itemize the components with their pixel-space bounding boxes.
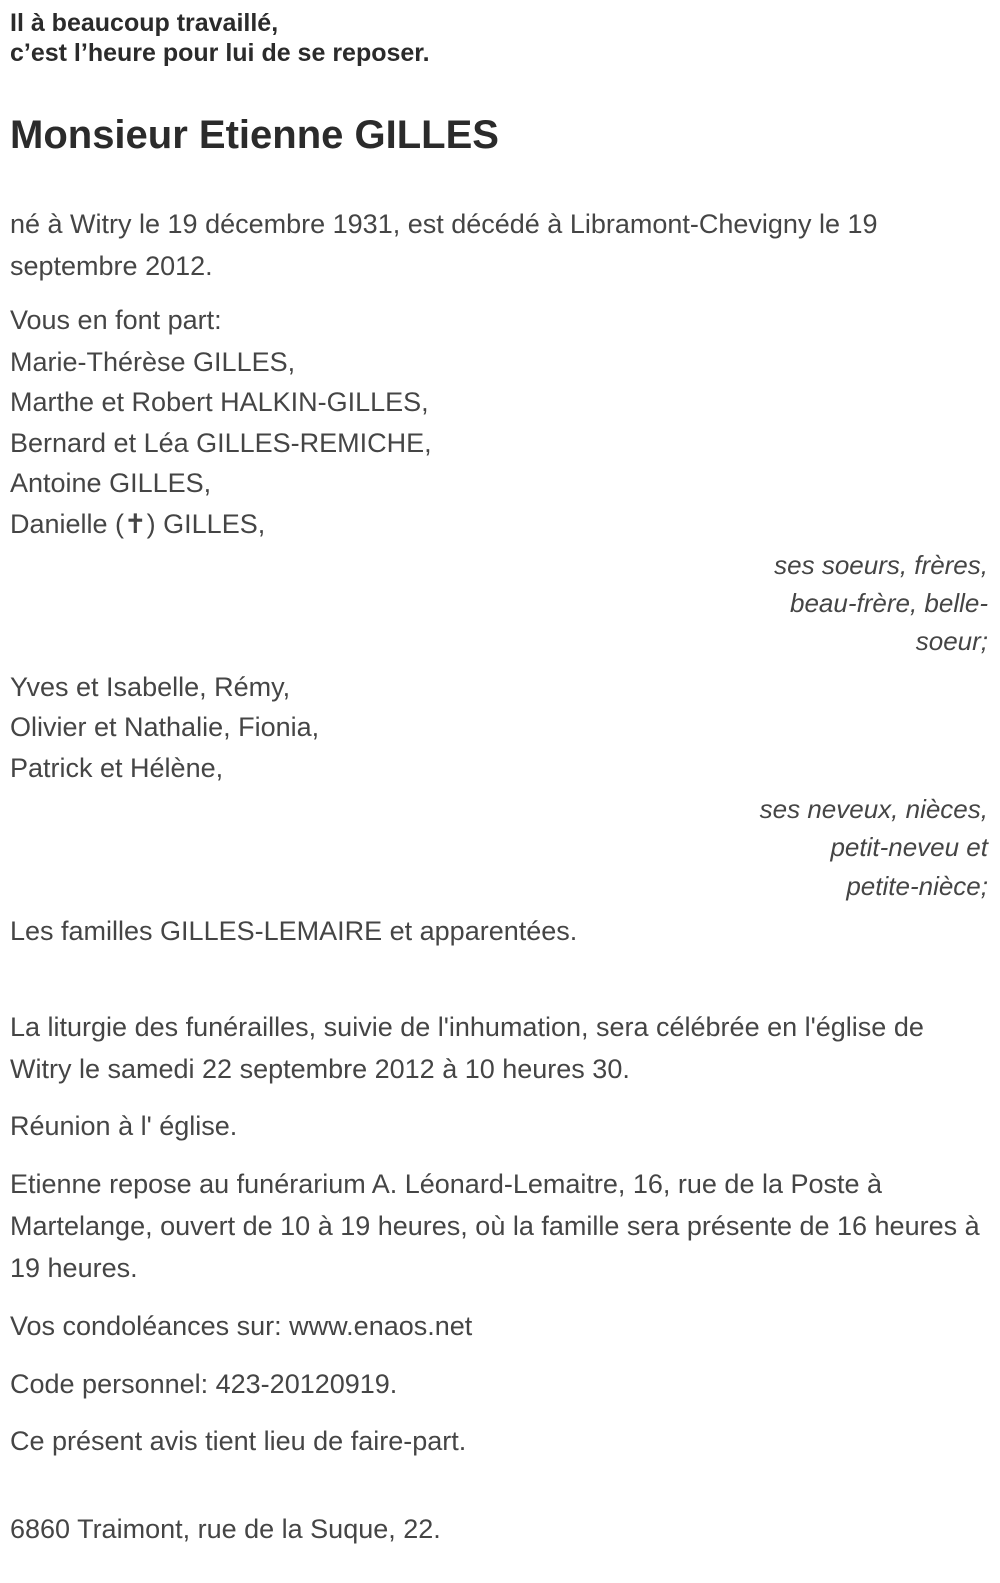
- address-line: 6860 Traimont, rue de la Suque, 22.: [10, 1514, 441, 1545]
- relation-line: soeur;: [915, 626, 988, 657]
- families-line: Les familles GILLES-LEMAIRE et apparentées.: [10, 915, 578, 946]
- notice-statement: Ce présent avis tient lieu de faire-part.: [10, 1426, 467, 1457]
- personal-code: Code personnel: 423-20120919.: [10, 1368, 398, 1399]
- relation-label-siblings: [10, 546, 988, 661]
- spacer: [10, 965, 988, 1007]
- condolences-info: Vos condoléances sur: www.enaos.net: [10, 1310, 473, 1341]
- family-member: Patrick et Hélène,: [10, 752, 224, 783]
- announcement-line: Vous en font part:: [10, 304, 222, 335]
- relation-line: petit-neveu et: [830, 832, 988, 863]
- intro-line-2: c’est l’heure pour lui de se reposer.: [10, 39, 430, 67]
- meeting-info: Réunion à l' église.: [10, 1111, 238, 1142]
- family-member: Marie-Thérèse GILLES,: [10, 346, 296, 377]
- family-list-nephews: [10, 667, 988, 789]
- relation-line: ses soeurs, frères,: [774, 550, 988, 581]
- ceremony-info: La liturgie des funérailles, suivie de l'inhumation, sera célébrée en l'église de Witry le samedi 22 septembre 2012 à 10 heures 30.: [10, 1011, 924, 1084]
- death-info: né à Witry le 19 décembre 1931, est décédé à Libramont-Chevigny le 19 septembre 2012.: [10, 209, 878, 281]
- intro-line-1: Il à beaucoup travaillé,: [10, 9, 279, 37]
- family-member: Bernard et Léa GILLES-REMICHE,: [10, 427, 432, 458]
- family-member: Antoine GILLES,: [10, 468, 212, 499]
- relation-label-nephews: [10, 790, 988, 905]
- deceased-name-title: Monsieur Etienne GILLES: [10, 113, 499, 157]
- family-list-siblings: [10, 342, 988, 545]
- relation-line: petite-nièce;: [846, 870, 988, 901]
- family-member: Danielle (✝) GILLES,: [10, 508, 266, 539]
- family-member: Marthe et Robert HALKIN-GILLES,: [10, 387, 429, 418]
- family-member: Yves et Isabelle, Rémy,: [10, 671, 291, 702]
- relation-line: beau-frère, belle-: [790, 588, 988, 619]
- family-member: Olivier et Nathalie, Fionia,: [10, 712, 320, 743]
- funerarium-info: Etienne repose au funérarium A. Léonard-Lemaitre, 16, rue de la Poste à Martelange, ouvert de 10 à 19 heures, où la famille sera présente de 16 heures à 19 heures.: [10, 1169, 980, 1283]
- relation-line: ses neveux, nièces,: [759, 794, 988, 825]
